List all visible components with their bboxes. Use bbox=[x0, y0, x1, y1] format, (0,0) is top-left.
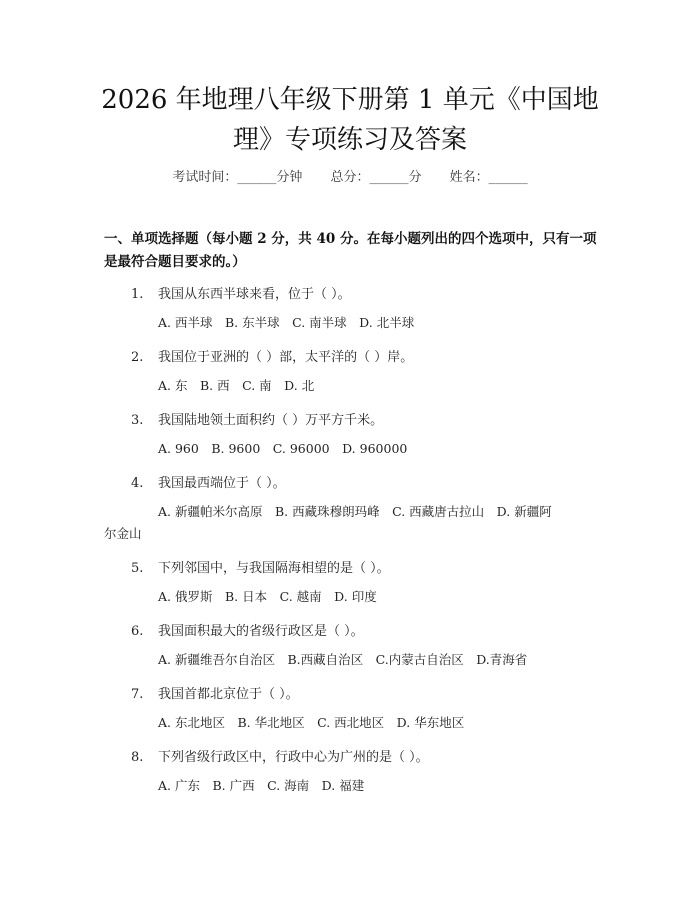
question-4 bbox=[131, 472, 601, 491]
exam-name: 姓名：______ bbox=[449, 170, 528, 185]
question-number: 3. bbox=[131, 413, 144, 428]
question-4-options-wrap: 尔金山 bbox=[104, 526, 142, 541]
question-number: 8. bbox=[131, 750, 144, 765]
exam-time: 考试时间：______分钟 bbox=[172, 170, 303, 185]
question-number: 4. bbox=[131, 476, 144, 491]
question-text: 我国位于亚洲的（ ）部，太平洋的（ ）岸。 bbox=[158, 350, 414, 365]
question-1-options: A. 西半球 B. 东半球 C. 南半球 D. 北半球 bbox=[158, 315, 415, 330]
question-4-options bbox=[104, 501, 609, 523]
question-text: 我国最西端位于（ ）。 bbox=[158, 476, 286, 491]
options-line-1: A. 新疆帕米尔高原 B. 西藏珠穆朗玛峰 C. 西藏唐古拉山 D. 新疆阿 bbox=[158, 504, 552, 519]
question-8 bbox=[131, 746, 601, 765]
question-number: 7. bbox=[131, 687, 144, 702]
question-7 bbox=[131, 683, 601, 702]
question-1 bbox=[131, 283, 601, 302]
question-text: 我国陆地领土面积约（ ）万平方千米。 bbox=[158, 413, 384, 428]
question-6-options: A. 新疆维吾尔自治区 B.西藏自治区 C.内蒙古自治区 D.青海省 bbox=[158, 652, 528, 667]
question-number: 6. bbox=[131, 624, 144, 639]
question-5-options: A. 俄罗斯 B. 日本 C. 越南 D. 印度 bbox=[158, 589, 377, 604]
question-number: 1. bbox=[131, 287, 144, 302]
question-2 bbox=[131, 346, 601, 365]
title-line-2: 理》专项练习及答案 bbox=[232, 125, 467, 155]
question-text: 下列邻国中，与我国隔海相望的是（ ）。 bbox=[158, 561, 390, 576]
question-number: 2. bbox=[131, 350, 144, 365]
question-7-options: A. 东北地区 B. 华北地区 C. 西北地区 D. 华东地区 bbox=[158, 715, 465, 730]
question-6 bbox=[131, 620, 601, 639]
question-text: 下列省级行政区中，行政中心为广州的是（ ）。 bbox=[158, 750, 429, 765]
question-5 bbox=[131, 557, 601, 576]
question-text: 我国面积最大的省级行政区是（ ）。 bbox=[158, 624, 364, 639]
section-title: 一、单项选择题（每小题 2 分，共 40 分。在每小题列出的四个选项中，只有一项是最符合题目要求的。） bbox=[104, 231, 597, 270]
exam-meta bbox=[0, 166, 700, 185]
question-number: 5. bbox=[131, 561, 144, 576]
question-text: 我国从东西半球来看，位于（ ）。 bbox=[158, 287, 351, 302]
exam-score: 总分：______分 bbox=[330, 170, 422, 185]
page-title bbox=[60, 80, 640, 160]
question-3-options: A. 960 B. 9600 C. 96000 D. 960000 bbox=[158, 441, 408, 456]
question-2-options: A. 东 B. 西 C. 南 D. 北 bbox=[158, 378, 315, 393]
question-text: 我国首都北京位于（ ）。 bbox=[158, 687, 299, 702]
question-3 bbox=[131, 409, 601, 428]
question-8-options: A. 广东 B. 广西 C. 海南 D. 福建 bbox=[158, 778, 365, 793]
title-line-1: 2026 年地理八年级下册第 1 单元《中国地 bbox=[101, 85, 599, 115]
